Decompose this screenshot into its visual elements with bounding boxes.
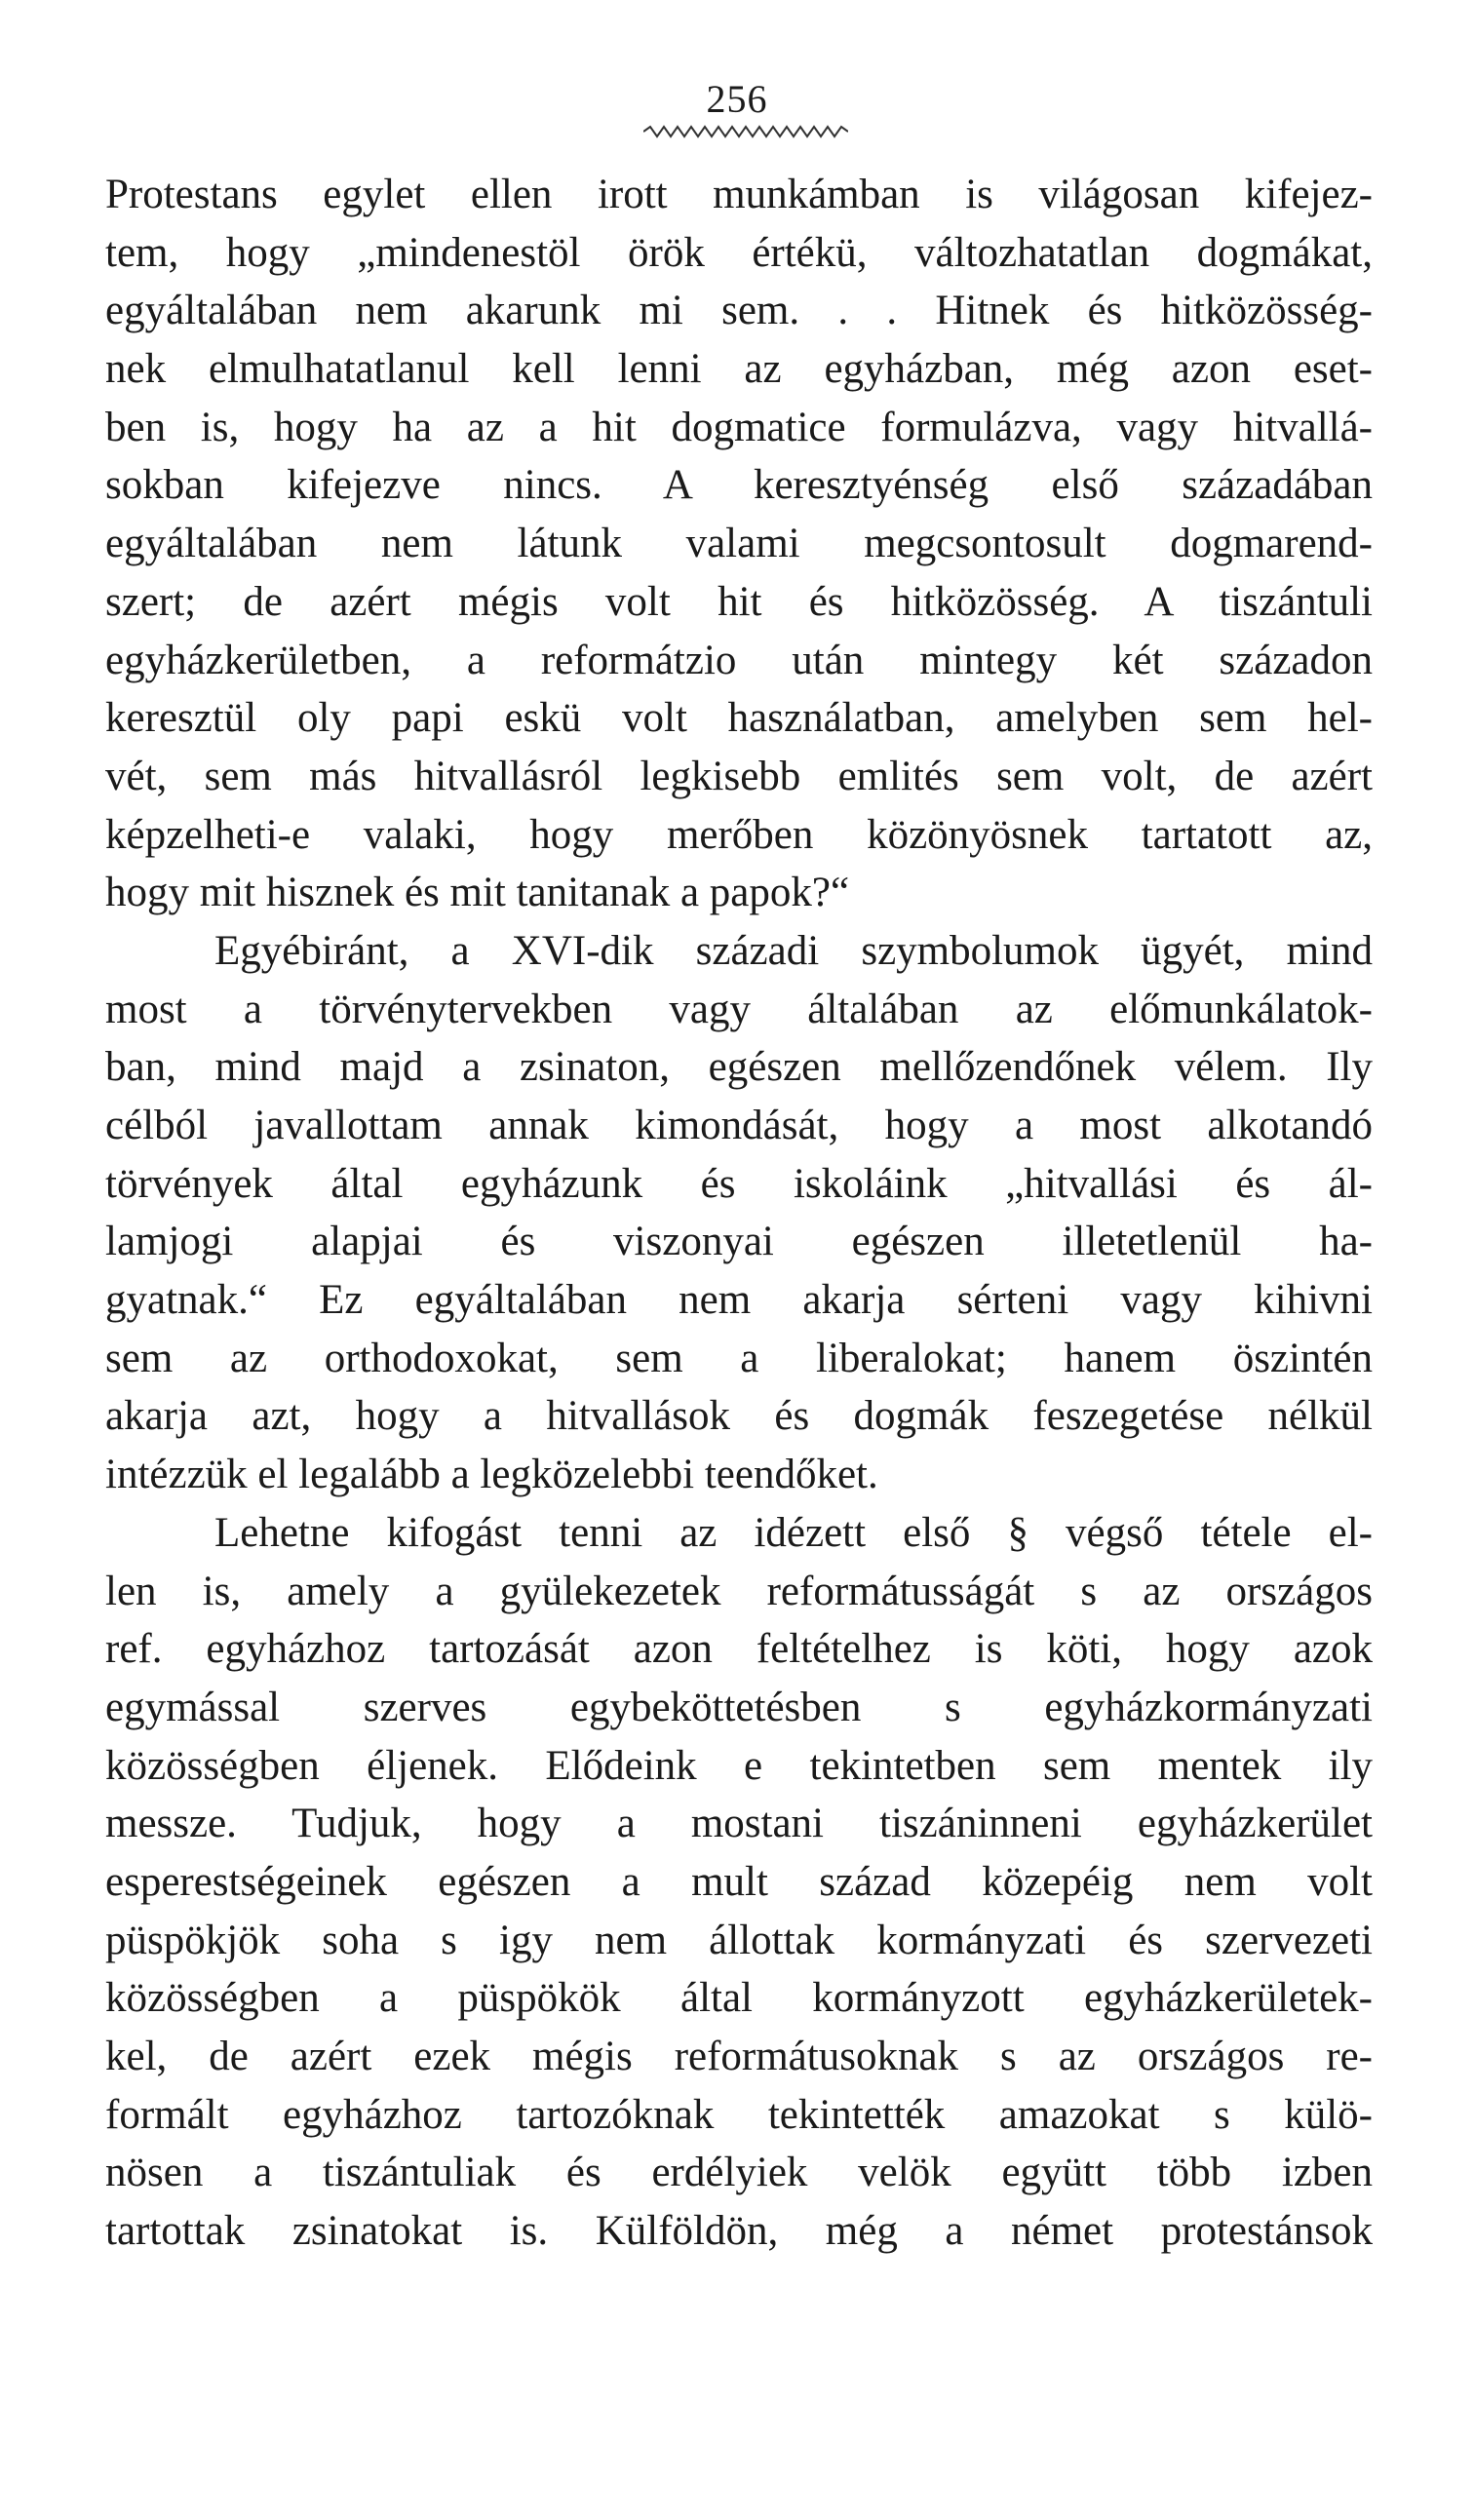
text-line: len is, amely a gyülekezetek reformátusságát s az országos	[105, 1568, 1373, 1614]
text-line: kel, de azért ezek mégis reformátusoknak s az országos re-	[105, 2034, 1373, 2079]
text-line: Protestans egylet ellen irott munkámban is világosan kifejez-	[105, 172, 1373, 217]
text-line: most a törvénytervekben vagy általában az előmunkálatok-	[105, 986, 1373, 1032]
text-line: püspökjök soha s igy nem állottak kormányzati és szervezeti	[105, 1917, 1373, 1963]
text-line: egyáltalában nem látunk valami megcsontosult dogmarend-	[105, 521, 1373, 567]
text-line: célból javallottam annak kimondását, hogy a most alkotandó	[105, 1103, 1373, 1148]
text-line: hogy mit hisznek és mit tanitanak a papok?“	[105, 870, 850, 916]
text-line: ref. egyházhoz tartozását azon feltételhez is köti, hogy azok	[105, 1626, 1373, 1673]
text-line: nösen a tiszántuliak és erdélyiek velök együtt több izben	[105, 2150, 1373, 2196]
text-line: akarja azt, hogy a hitvallások és dogmák feszegetése nélkül	[105, 1393, 1373, 1440]
page-number-ornament	[643, 125, 848, 138]
text-line: közösségben a püspökök által kormányzott egyházkerületek-	[105, 1975, 1373, 2022]
text-line: keresztül oly papi eskü volt használatban, amelyben sem hel-	[105, 695, 1373, 742]
text-line: ben is, hogy ha az a hit dogmatice formulázva, vagy hitvallá-	[105, 404, 1373, 450]
text-line: szert; de azért mégis volt hit és hitközösség. A tiszántuli	[105, 578, 1373, 625]
text-line: vét, sem más hitvallásról legkisebb emlités sem volt, de azért	[105, 753, 1373, 799]
text-line: intézzük el legalább a legközelebbi teendőket.	[105, 1452, 878, 1498]
text-line: egyáltalában nem akarunk mi sem. . . Hitnek és hitközösség-	[105, 288, 1373, 334]
page-number: 256	[706, 77, 768, 121]
text-line: közösségben éljenek. Elődeink e tekintetben sem mentek ily	[105, 1742, 1373, 1789]
text-line: Lehetne kifogást tenni az idézett első § végső tétele el-	[214, 1509, 1373, 1556]
text-line: messze. Tudjuk, hogy a mostani tiszáninneni egyházkerület	[105, 1801, 1373, 1847]
text-line: sokban kifejezve nincs. A keresztyénség első századában	[105, 462, 1373, 509]
text-line: törvények által egyházunk és iskoláink „hitvallási és ál-	[105, 1160, 1373, 1207]
text-line: formált egyházhoz tartozóknak tekintették amazokat s külö-	[105, 2091, 1373, 2138]
text-line: egymással szerves egybeköttetésben s egyházkormányzati	[105, 1684, 1373, 1730]
text-line: egyházkerületben, a reformátzio után mintegy két századon	[105, 637, 1373, 683]
text-line: sem az orthodoxokat, sem a liberalokat; hanem öszintén	[105, 1335, 1373, 1381]
text-line: lamjogi alapjai és viszonyai egészen illetetlenül ha-	[105, 1219, 1373, 1265]
text-line: gyatnak.“ Ez egyáltalában nem akarja sérteni vagy kihivni	[105, 1277, 1373, 1324]
text-line: tartottak zsinatokat is. Külföldön, még a német protestánsok	[105, 2208, 1373, 2255]
text-line: képzelheti-e valaki, hogy merőben közönyösnek tartatott az,	[105, 811, 1373, 858]
body-text	[105, 166, 1373, 2261]
text-line: tem, hogy „mindenestöl örök értékü, változhatatlan dogmákat,	[105, 229, 1373, 276]
text-line: ban, mind majd a zsinaton, egészen mellőzendőnek vélem. Ily	[105, 1044, 1373, 1091]
text-line: Egyébiránt, a XVI-dik századi szymbolumok ügyét, mind	[214, 927, 1373, 974]
text-line: esperestségeinek egészen a mult század közepéig nem volt	[105, 1858, 1373, 1905]
text-line: nek elmulhatatlanul kell lenni az egyházban, még azon eset-	[105, 346, 1373, 393]
